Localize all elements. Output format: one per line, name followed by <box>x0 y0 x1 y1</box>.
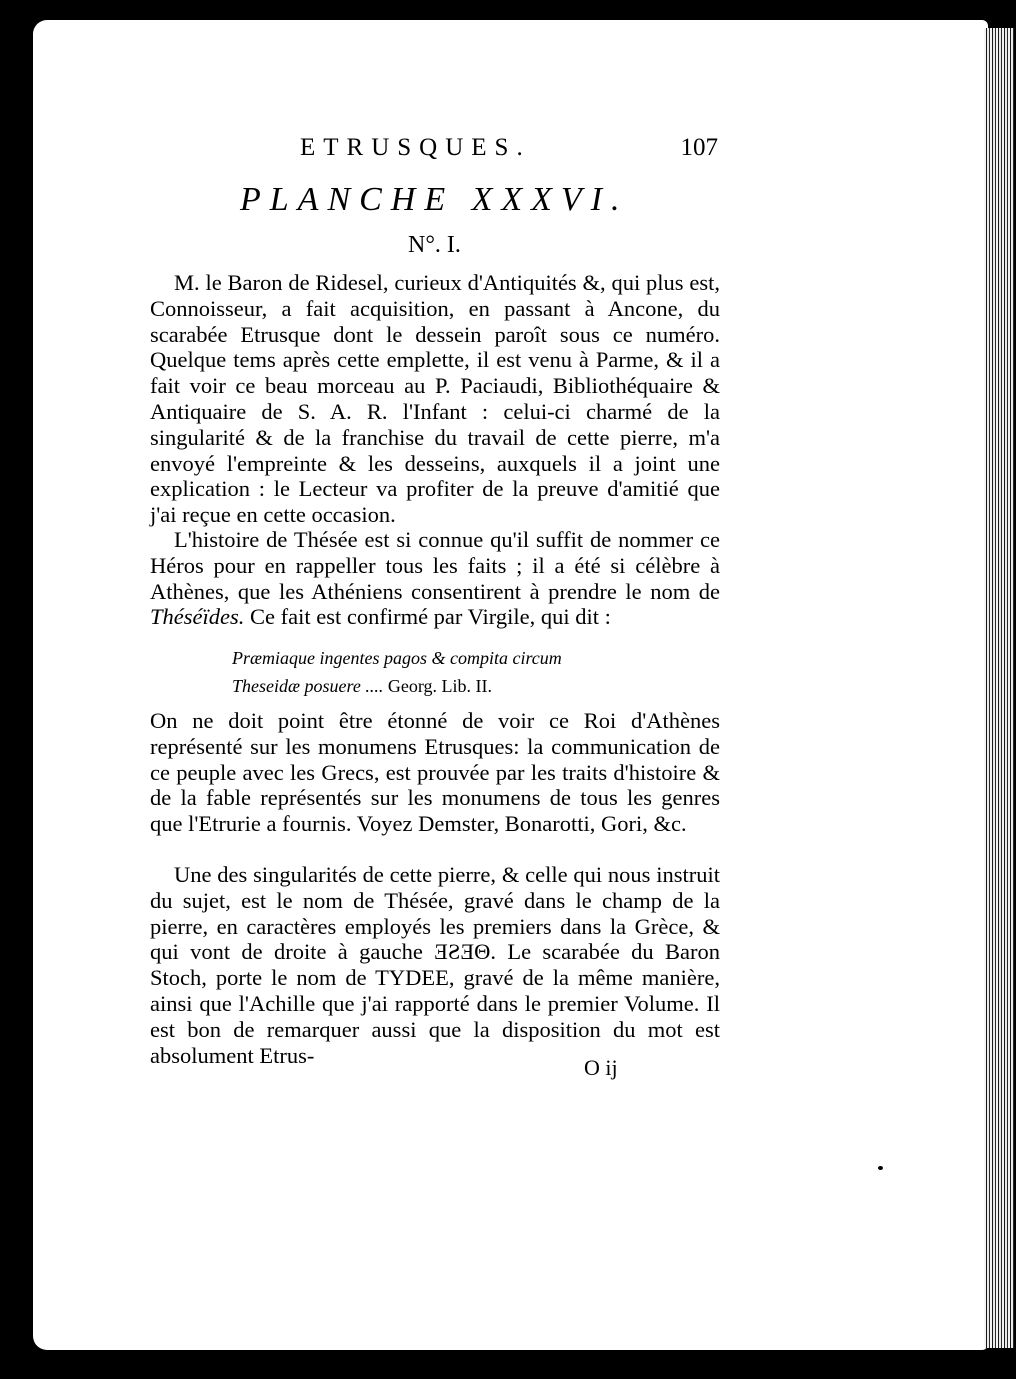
signature-mark: O ij <box>584 1055 618 1080</box>
latin-quote-line-2-text: Theseidæ posuere .... <box>232 676 384 696</box>
paragraph-4 <box>150 862 720 1068</box>
latin-quote-line-2 <box>232 676 492 697</box>
paragraph-4-text: Une des singularités de cette pierre, & celle qui nous instruit du sujet, est le nom de Thésée, gravé dans le champ de la pierre, en caractères employés les premiers dans la Grèce, & qui vont de droite à gauche ƎƧƎΘ. Le scarabée du Baron Stoch, porte le nom de TYDEE, gravé de la même manière, ainsi que l'Achille que j'ai rapporté dans le premier Volume. Il est bon de remarquer aussi que la disposition du mot est absolument Etrus- <box>150 862 720 1068</box>
paragraph-1 <box>150 270 720 528</box>
running-title: ETRUSQUES. <box>300 134 531 161</box>
page-edges <box>984 28 1014 1348</box>
paragraph-2 <box>150 527 720 630</box>
paragraph-3-text: On ne doit point être étonné de voir ce Roi d'Athènes représenté sur les monumens Etrusques: la communication de ce peuple avec les Grecs, est prouvée par les traits d'histoire & de la fable représentés sur les monumens de tous les genres que l'Etrurie a fournis. Voyez Demster, Bonarotti, Gori, &c. <box>150 708 720 837</box>
paragraph-2-end: Ce fait est confirmé par Virgile, qui dit : <box>244 604 611 630</box>
theseides-word: Théséïdes. <box>150 604 245 630</box>
book-page <box>33 20 988 1350</box>
ink-speck <box>878 1166 883 1170</box>
quote-source: Georg. Lib. II. <box>383 676 492 696</box>
paragraph-3 <box>150 708 720 837</box>
section-number: N°. I. <box>408 232 461 258</box>
page-number: 107 <box>680 134 718 161</box>
paragraph-2-text <box>150 527 720 630</box>
latin-quote-line-1: Præmiaque ingentes pagos & compita circum <box>232 648 562 668</box>
plate-title: PLANCHE XXXVI. <box>240 181 629 218</box>
paragraph-1-text: M. le Baron de Ridesel, curieux d'Antiquités &, qui plus est, Connoisseur, a fait acquisition, en passant à Ancone, du scarabée Etrusque dont le dessein paroît sous ce numéro. Quelque tems après cette emplette, il est venu à Parme, & il a fait voir ce beau morceau au P. Paciaudi, Bibliothéquaire & Antiquaire de S. A. R. l'Infant : celui-ci charmé de la singularité & de la franchise du travail de cette pierre, m'a envoyé l'empreinte & les desseins, auxquels il a joint une explication : le Lecteur va profiter de la preuve d'amitié que j'ai reçue en cette occasion. <box>150 270 720 528</box>
page-header <box>300 134 730 164</box>
paragraph-2-start: L'histoire de Thésée est si connue qu'il suffit de nommer ce Héros pour en rappeller tous les faits ; il a été si célèbre à Athènes, que les Athéniens consentirent à prendre le nom de <box>150 527 720 604</box>
